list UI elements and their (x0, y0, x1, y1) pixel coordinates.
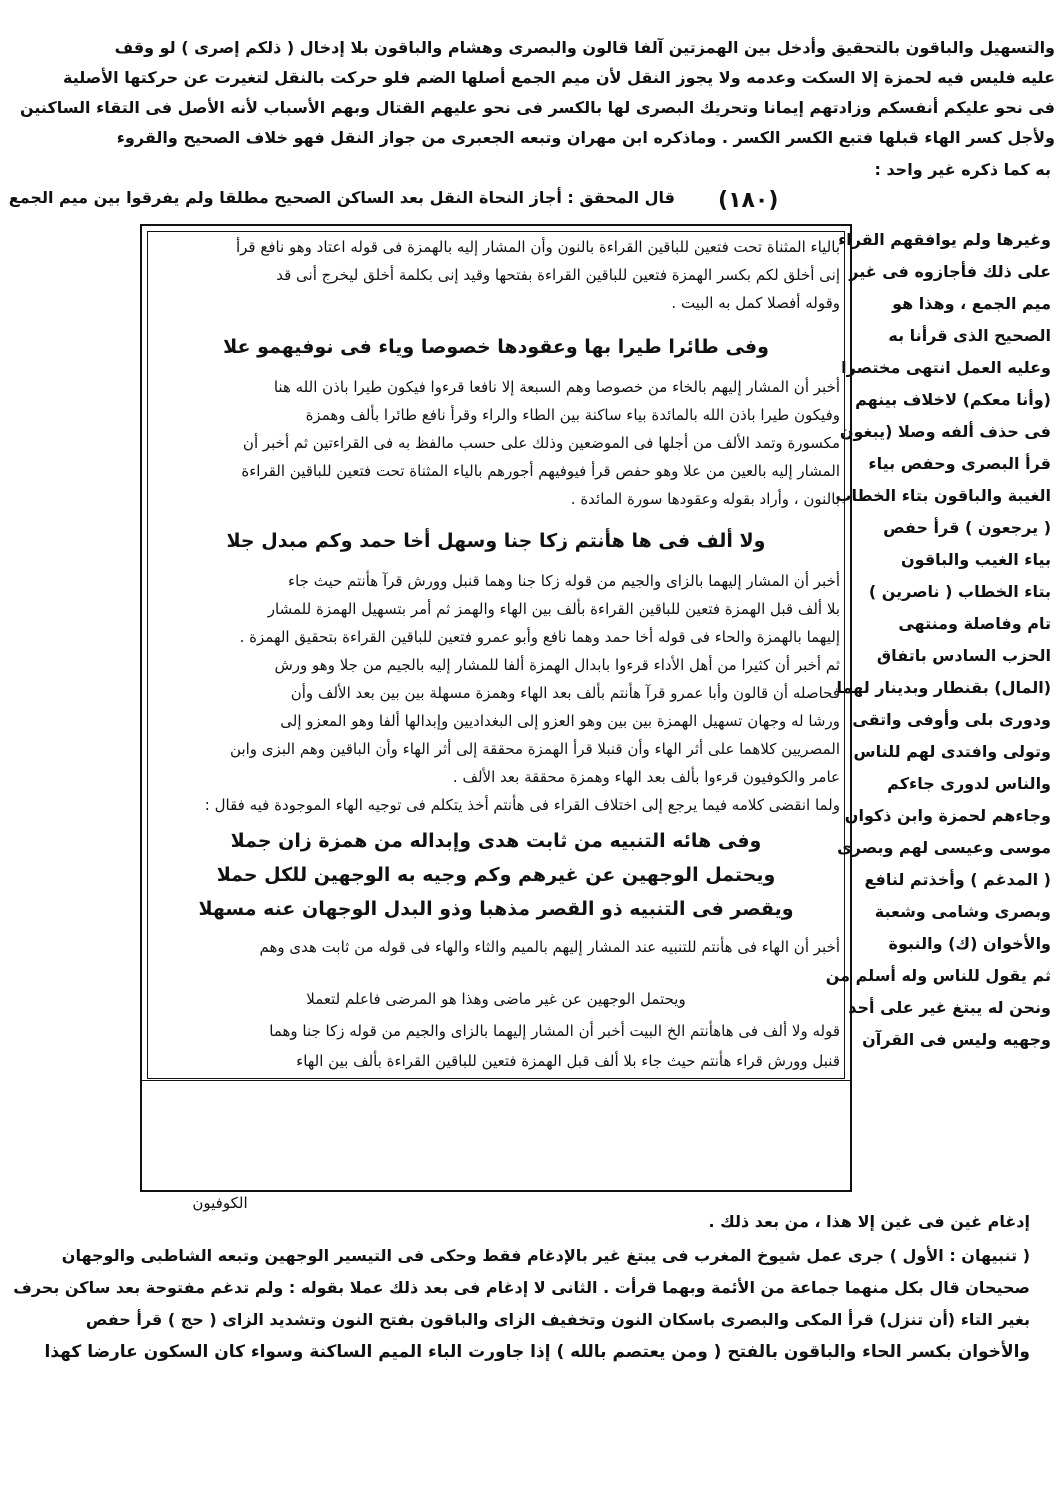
box-line: ثم أخبر أن كثيرا من أهل الأداء قرءوا بابدال الهمزة ألفا للمشار إليه بالجيم من جلا وهو ورش (274, 656, 840, 674)
box-line: فحاصله أن قالون وأبا عمرو قرآ هأنتم بألف بعد الهاء وهمزة مسهلة بين بين بعد الألف وأن (290, 684, 840, 702)
side-line: بياء الغيب والباقون (901, 550, 1051, 569)
side-line: الحزب السادس باتفاق (876, 646, 1051, 665)
box-line: المشار إليه بالعين من علا وهو حفص قرأ فيوفيهم أجورهم بالياء المثناة تحت فتعين للباقين القراءة (241, 462, 840, 480)
box-line: أخبر أن المشار إليهم بالخاء من خصوصا وهم السبعة إلا نافعا قرءوا فيكون طيرا باذن الله هنا (273, 378, 840, 396)
side-line: والأخوان (ك) والنبوة (888, 934, 1051, 953)
poem-verse: ولا ألف فى ها هأنتم زكا جنا وسهل أخا حمد وكم مبدل جلا (226, 530, 766, 552)
box-line: عامر والكوفيون قرءوا بألف بعد الهاء وهمزة محققة بعد الألف . (452, 768, 840, 786)
side-line: فى حذف ألفه وصلا (يبغون (839, 422, 1051, 441)
box-line: إليهما بالهمزة والحاء فى قوله أخا حمد وهما نافع وأبو عمرو فتعين للباقين القراءة بتحقيق الهمزة . (239, 628, 840, 646)
poem-verse: ويحتمل الوجهين عن غيرهم وكم وجيه به الوجهين للكل حملا (216, 864, 776, 886)
poem-verse: وفى طائرا طيرا بها وعقودها خصوصا وياء فى نوفيهمو علا (223, 336, 769, 358)
side-line: (المال) بقنطار وبدينار لهما (836, 678, 1051, 697)
box-line: ورشا له وجهان تسهيل الهمزة بين بين وهو العزو إلى البغداديين وإبدالها ألفا وهو المعزو إلى (280, 712, 840, 730)
side-line: وعليه العمل انتهى مختصرا (841, 358, 1051, 377)
footer-label: الكوفيون (192, 1194, 248, 1212)
side-line: وتولى وافتدى لهم للناس (853, 742, 1051, 761)
side-line: وجهيه وليس فى القرآن (862, 1030, 1051, 1049)
box-line: بالياء المثناة تحت فتعين للباقين القراءة بالنون وأن المشار إليه بالهمزة فى قوله اعتاد وهو نافع قرأ (235, 238, 840, 256)
box-line: أخبر أن المشار إليهما بالزاى والجيم من قوله زكا جنا وهما قنبل وورش قرآ هأنتم حيث جاء (288, 572, 840, 590)
side-line: وجاءهم لحمزة وابن ذكوان (844, 806, 1051, 825)
bottom-line: بغير التاء (أن تنزل) قرأ المكى والبصرى باسكان النون وتخفيف الزاى والباقون بفتح النون وتشديد الزاى ( حج ) قرأ حفص (85, 1310, 1030, 1329)
side-line: تام وفاصلة ومنتهى (898, 614, 1051, 633)
side-line: على ذلك فأجازوه فى غير (849, 262, 1051, 281)
box-lower-verse: ويحتمل الوجهين عن غير ماضى وهذا هو المرضى فاعلم لتعملا (306, 990, 686, 1008)
box-line: بالنون ، وأراد بقوله وعقودها سورة المائدة . (570, 490, 840, 508)
side-line: وغيرها ولم يوافقهم القراء (838, 230, 1051, 249)
box-line: أخبر أن الهاء فى هأنتم للتنبيه عند المشار إليهم بالميم والثاء والهاء فى قوله من ثابت هدى وهم (259, 938, 840, 956)
box-line: بلا ألف قبل الهمزة فتعين للباقين القراءة بألف بين الهاء والهمز ثم أمر بتسهيل الهمزة للمشار (267, 600, 840, 618)
bottom-line: والأخوان بكسر الحاء والباقون بالفتح ( ومن يعتصم بالله ) إذا جاورت الباء الميم الساكنة وسواء كان السكون عارضا كهذا (44, 1342, 1030, 1362)
box-line: وفيكون طيرا باذن الله بالمائدة بياء ساكنة بين الطاء والراء وقرأ نافع طائرا بألف وهمزة (305, 406, 840, 424)
bottom-line: إدغام غين فى غين إلا هذا ، من بعد ذلك . (708, 1212, 1030, 1231)
side-line: ونحن له يبتغ غير على أحد (848, 998, 1051, 1017)
commentary-divider (140, 1080, 852, 1081)
side-line: ثم يقول للناس وله أسلم من (825, 966, 1051, 985)
side-line: موسى وعيسى لهم وبصرى (837, 838, 1051, 857)
box-lower-line: قوله ولا ألف فى هاهأنتم الخ البيت أخبر أن المشار إليهما بالزاى والجيم من قوله زكا جنا وهما (269, 1022, 840, 1040)
bottom-line: صحيحان قال بكل منهما جماعة من الأئمة وبهما قرأت . الثانى لا إدغام فى بعد ذلك عملا بقوله : ولم تدغم مفتوحة بعد ساكن بحرف (13, 1278, 1030, 1297)
top-line-1: والتسهيل والباقون بالتحقيق وأدخل بين الهمزتين آلفا قالون والبصرى وهشام والباقون بلا إدخال ( ذلكم إصرى ) لو وقف (114, 38, 1055, 57)
top-line-3: فى نحو عليكم أنفسكم وزادتهم إيمانا وتحريك البصرى لها بالكسر فى نحو عليهم القتال وبهم الأسباب لأنه الأصل فى التقاء الساكنين (19, 98, 1055, 117)
side-line: (وأنا معكم) لاخلاف بينهم (855, 390, 1051, 409)
top-side-note: به كما ذكره غير واحد : (874, 160, 1051, 179)
top-line-4: ولأجل كسر الهاء قبلها فتبع الكسر الكسر . وماذكره ابن مهران وتبعه الجعبرى من جواز النقل فهو خلاف الصحيح والقروء (116, 128, 1055, 147)
box-lower-line: قنبل وورش قراء هأنتم حيث جاء بلا ألف قبل الهمزة فتعين للباقين القراءة بألف بين الهاء (296, 1052, 840, 1070)
side-line: والناس لدورى جاءكم (887, 774, 1051, 793)
box-line: المصريين كلاهما على أثر الهاء وأن قنبلا قرأ الهمزة محققة إلى أثر الهاء وأن الباقين وهم البزى وابن (230, 740, 840, 758)
side-line: وبصرى وشامى وشعبة (874, 902, 1051, 921)
side-line: ( المدغم ) وأخذتم لنافع (864, 870, 1051, 889)
side-line: بتاء الخطاب ( ناصرين ) (868, 582, 1051, 601)
box-line: ولما انقضى كلامه فيما يرجع إلى اختلاف القراء فى هأنتم أخذ يتكلم فى توجيه الهاء الموجودة فيه فقال : (204, 796, 840, 814)
box-line: مكسورة وتمد الألف من أجلها فى الموضعين وذلك على حسب مالفظ به فى القراءتين ثم أخبر أن (242, 434, 840, 452)
page-number: (١٨٠) (718, 188, 779, 213)
box-line: وقوله أفصلا كمل به البيت . (671, 294, 840, 312)
bottom-line: ( تنبيهان : الأول ) جرى عمل شيوخ المغرب فى يبتغ غير بالإدغام فقط وحكى فى التيسير الوجهين وتبعه الشاطبى والوجهان (61, 1246, 1030, 1265)
poem-verse: ويقصر فى التنبيه ذو القصر مذهبا وذو البدل الوجهان عنه مسهلا (198, 898, 794, 920)
top-line-2: عليه فليس فيه لحمزة إلا السكت وعدمه ولا يجوز النقل لأن ميم الجمع أصلها الضم فلو حركت بالنقل لتغيرت عن حركتها الأصلية (63, 68, 1055, 87)
side-line: الغيبة والباقون بتاء الخطاب (835, 486, 1051, 505)
top-line-5: قال المحقق : أجاز النحاة النقل بعد الساكن الصحيح مطلقا ولم يفرقوا بين ميم الجمع (8, 188, 675, 207)
side-line: قرأ البصرى وحفص بياء (868, 454, 1051, 473)
side-line: ودورى بلى وأوفى واتقى (852, 710, 1051, 729)
side-line: الصحيح الذى قرأنا به (888, 326, 1051, 345)
side-line: ميم الجمع ، وهذا هو (892, 294, 1051, 313)
side-line: ( يرجعون ) قرأ حفص (883, 518, 1051, 537)
poem-verse: وفى هائه التنبيه من ثابت هدى وإبداله من همزة زان جملا (230, 830, 762, 852)
box-line: إنى أخلق لكم بكسر الهمزة فتعين للباقين القراءة بفتحها وقيد إنى بكلمة أخلق ليخرج أنى قد (276, 266, 840, 284)
